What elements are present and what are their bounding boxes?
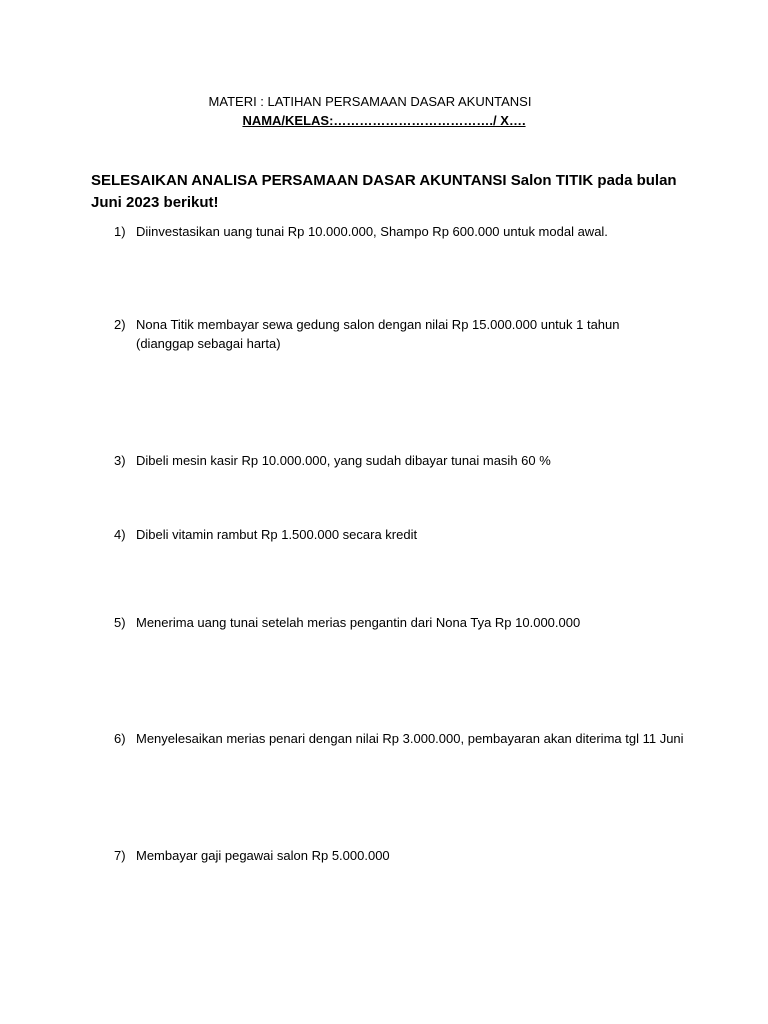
- list-item: [114, 525, 674, 544]
- item-text: Nona Titik membayar sewa gedung salon dengan nilai Rp 15.000.000 untuk 1 tahun (dianggap sebagai harta): [136, 317, 620, 351]
- item-number: 5): [114, 615, 126, 630]
- item-text: Diinvestasikan uang tunai Rp 10.000.000, Shampo Rp 600.000 untuk modal awal.: [136, 224, 608, 239]
- name-class-line: NAMA/KELAS:………………………………./ X….: [242, 113, 526, 128]
- list-item: [114, 613, 674, 632]
- item-number: 3): [114, 453, 126, 468]
- list-item: [114, 729, 694, 748]
- item-text: Menyelesaikan merias penari dengan nilai Rp 3.000.000, pembayaran akan diterima tgl 11 Juni: [136, 731, 684, 746]
- item-text: Menerima uang tunai setelah merias pengantin dari Nona Tya Rp 10.000.000: [136, 615, 581, 630]
- item-text: Dibeli mesin kasir Rp 10.000.000, yang sudah dibayar tunai masih 60 %: [136, 453, 551, 468]
- instruction-heading: SELESAIKAN ANALISA PERSAMAAN DASAR AKUNTANSI Salon TITIK pada bulan Juni 2023 berikut!: [91, 172, 677, 211]
- list-item: [114, 451, 674, 470]
- item-text: Dibeli vitamin rambut Rp 1.500.000 secara kredit: [136, 527, 418, 542]
- subject-title: MATERI : LATIHAN PERSAMAAN DASAR AKUNTANSI: [208, 94, 532, 109]
- list-item: [114, 846, 674, 865]
- item-text: Membayar gaji pegawai salon Rp 5.000.000: [136, 848, 390, 863]
- item-number: 2): [114, 317, 126, 332]
- item-number: 7): [114, 848, 126, 863]
- list-item: [114, 222, 674, 241]
- item-number: 1): [114, 224, 126, 239]
- item-number: 6): [114, 731, 126, 746]
- item-number: 4): [114, 527, 126, 542]
- list-item: [114, 315, 674, 353]
